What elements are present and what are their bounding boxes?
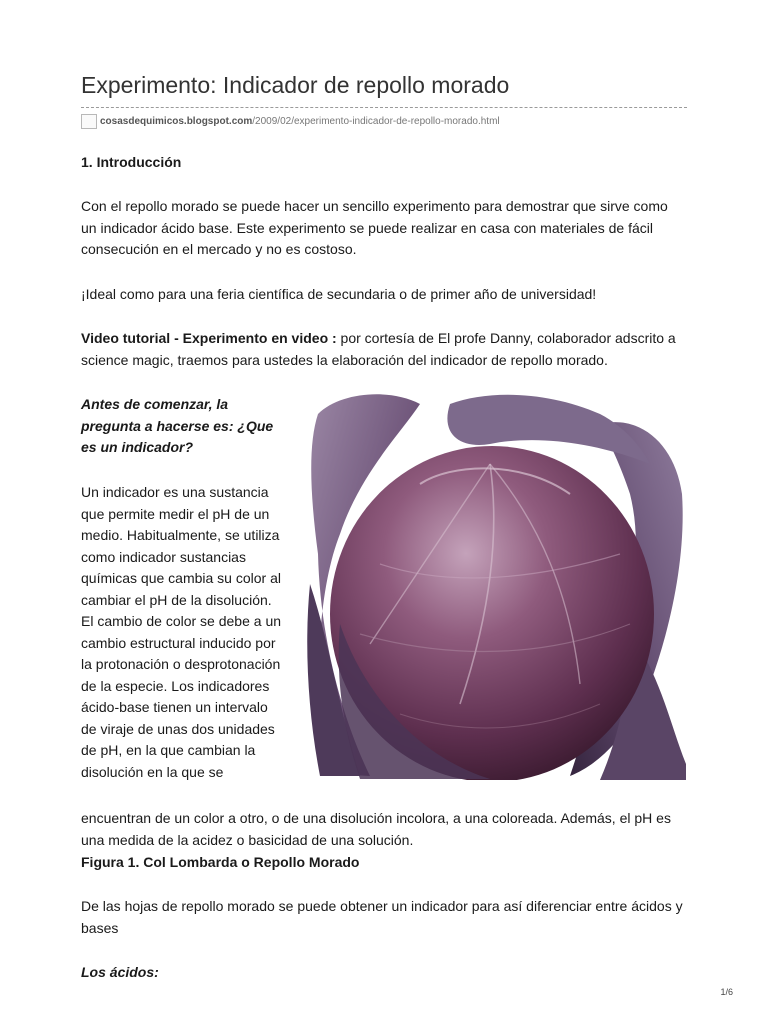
definition-paragraph: Un indicador es una sustancia que permite medir el pH de un medio. Habitualmente, se utiliza como indicador sustancias químicas que cambia su color al cambiar el pH de la disolución. El cambio de color se debe a un cambio estructural inducido por la protonación o desprotonación de la especie. Los indicadores ácido-base tienen un intervalo de viraje de unas dos unidades de pH, en la que cambian la disolución en la que se bbox=[81, 484, 282, 780]
favicon-icon bbox=[81, 114, 97, 129]
source-path: /2009/02/experimento-indicador-de-repollo-morado.html bbox=[252, 116, 500, 127]
source-link[interactable] bbox=[100, 116, 500, 127]
ideal-paragraph: ¡Ideal como para una feria científica de secundaria o de primer año de universidad! bbox=[81, 286, 597, 302]
page-number: 1/6 bbox=[720, 987, 733, 997]
acids-heading: Los ácidos: bbox=[81, 964, 159, 980]
section-heading: 1. Introducción bbox=[81, 154, 182, 170]
red-cabbage-image bbox=[300, 384, 686, 780]
title-divider bbox=[81, 107, 687, 108]
question-heading: Antes de comenzar, la pregunta a hacerse es: ¿Que es un indicador? bbox=[81, 396, 274, 455]
document-title: Experimento: Indicador de repollo morado bbox=[81, 72, 510, 98]
video-text: por cortesía de El profe Danny, colaborador adscrito a science magic, traemos para ustedes la elaboración del indicador de repollo morado. bbox=[81, 330, 676, 368]
intro-paragraph: Con el repollo morado se puede hacer un sencillo experimento para demostrar que sirve como un indicador ácido base. Este experimento se puede realizar en casa con materiales de fácil consecución en el mercado y no es costoso. bbox=[81, 198, 668, 257]
video-label: Video tutorial - Experimento en video : bbox=[81, 330, 337, 346]
red-cabbage-illustration bbox=[300, 384, 686, 780]
source-domain: cosasdequimicos.blogspot.com bbox=[100, 116, 253, 127]
figure-caption: Figura 1. Col Lombarda o Repollo Morado bbox=[81, 854, 360, 870]
video-paragraph bbox=[81, 328, 687, 371]
source-url[interactable] bbox=[81, 114, 500, 130]
leaves-paragraph: De las hojas de repollo morado se puede obtener un indicador para así diferenciar entre ácidos y bases bbox=[81, 898, 683, 936]
definition-continuation: encuentran de un color a otro, o de una disolución incolora, a una coloreada. Además, el pH es una medida de la acidez o basicidad de una solución. bbox=[81, 810, 671, 848]
